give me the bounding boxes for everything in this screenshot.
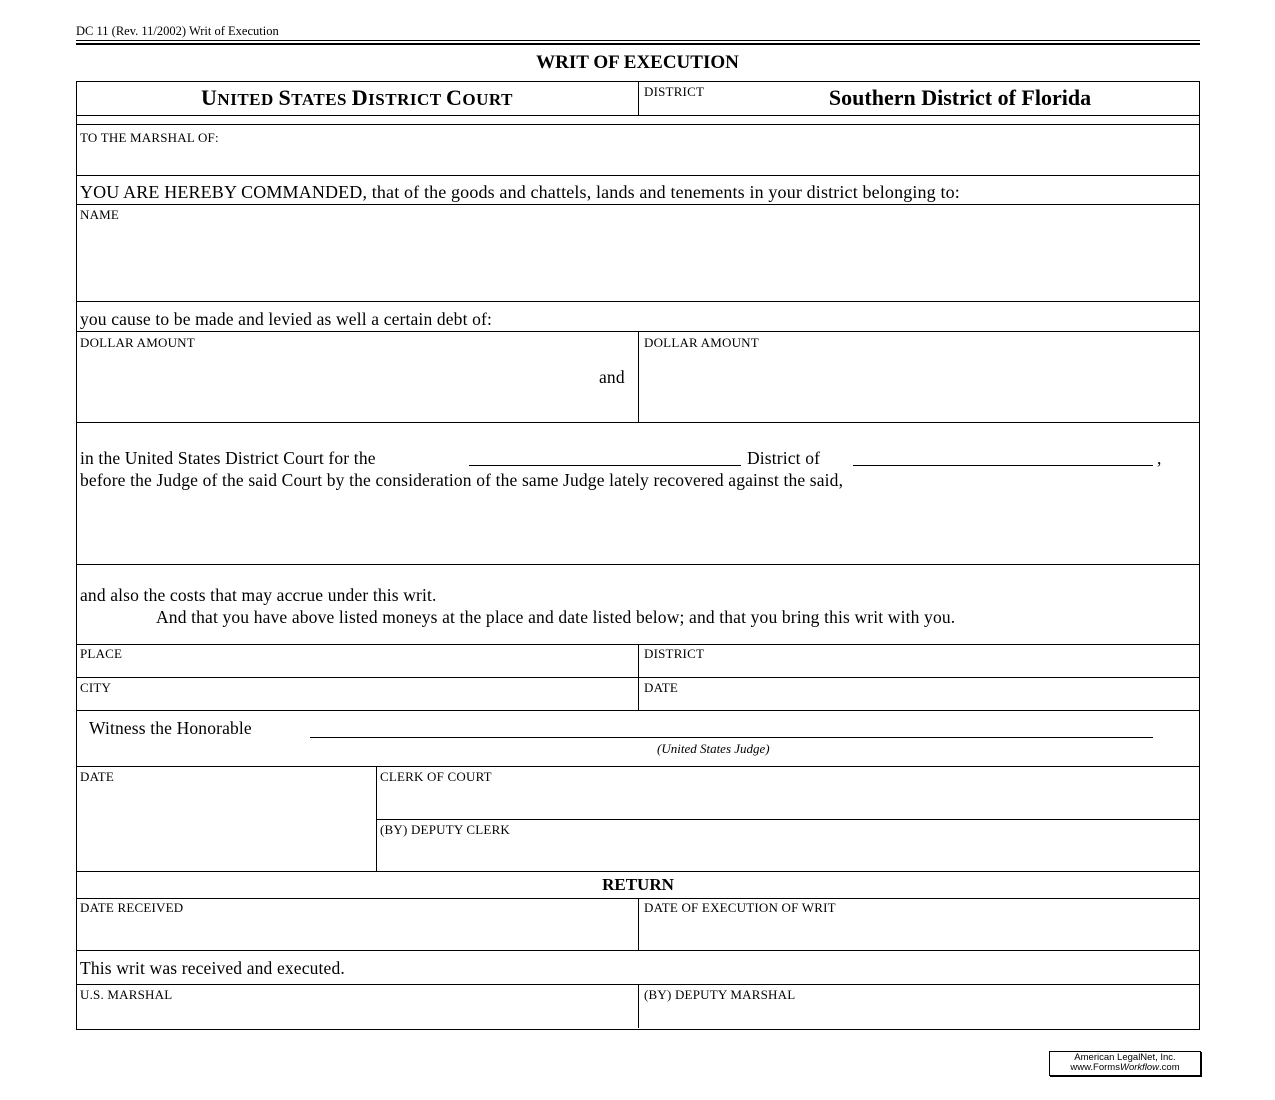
header-rule-thin [76, 40, 1200, 41]
date-field[interactable] [640, 693, 1198, 709]
dollar-amount-field-2[interactable] [640, 352, 1198, 420]
date-execution-label: DATE OF EXECUTION OF WRIT [644, 900, 836, 915]
rule-h-710 [76, 710, 1200, 711]
footer-line-2 [1050, 1063, 1200, 1073]
city-label: CITY [80, 680, 112, 695]
dollar-amount-label-2: DOLLAR AMOUNT [644, 335, 759, 350]
date-received-label: DATE RECEIVED [80, 900, 184, 915]
rule-h-819 [376, 819, 1200, 820]
deputy-clerk-label: (BY) DEPUTY CLERK [380, 822, 511, 837]
clerk-label: CLERK OF COURT [380, 769, 492, 784]
footer-stamp [1049, 1051, 1201, 1076]
rule-v-place [638, 644, 639, 710]
marshal-sig-field[interactable] [77, 1004, 637, 1027]
court-line-1c: , [1157, 448, 1162, 468]
court-ourt: OURT [462, 90, 513, 109]
name-label: NAME [80, 207, 120, 222]
form-id: DC 11 (Rev. 11/2002) Writ of Execution [76, 24, 279, 38]
rule-h-204 [76, 204, 1200, 205]
rule-v-amount [638, 331, 639, 422]
commanded-bold: YOU ARE HEREBY COMMANDED [80, 182, 363, 202]
name-field[interactable] [77, 224, 1198, 300]
district-label: DISTRICT [644, 84, 705, 99]
header-rule-thick [76, 43, 1200, 45]
footer-line-2c: .com [1159, 1062, 1180, 1073]
city-field[interactable] [77, 693, 637, 709]
court-u: U [201, 85, 218, 110]
marshal-label: TO THE MARSHAL OF: [80, 130, 219, 145]
rule-v-court [638, 81, 639, 115]
rule-h-115 [76, 115, 1200, 116]
received-text: This writ was received and executed. [80, 958, 345, 978]
date-received-field[interactable] [77, 917, 637, 949]
dollar-amount-field-1[interactable] [77, 352, 592, 420]
place-field[interactable] [77, 660, 637, 676]
witness-text: Witness the Honorable [89, 718, 252, 738]
footer-line-1: American LegalNet, Inc. [1074, 1052, 1176, 1063]
and-text: and [599, 367, 625, 387]
costs-text: and also the costs that may accrue under this writ. [80, 585, 437, 605]
rule-h-564 [76, 564, 1200, 565]
place-label: PLACE [80, 646, 123, 661]
rule-v-marshal [638, 984, 639, 1028]
form-title: WRIT OF EXECUTION [536, 52, 739, 73]
judge-caption: (United States Judge) [657, 741, 770, 756]
debt-text: you cause to be made and levied as well a certain debt of: [80, 309, 493, 329]
issue-date-field[interactable] [77, 786, 375, 870]
rule-h-766 [76, 766, 1200, 767]
marshal-field[interactable] [77, 147, 1198, 174]
footer-line-2b: Workflow [1119, 1062, 1160, 1073]
court-line-1b: District of [747, 448, 821, 468]
court-istrict: ISTRICT [368, 90, 447, 109]
rule-h-301 [76, 301, 1200, 302]
rule-h-175 [76, 175, 1200, 176]
district-label-2: DISTRICT [644, 646, 705, 661]
court-blank-1[interactable] [469, 465, 741, 466]
court-c: C [446, 85, 463, 110]
rule-h-950 [76, 950, 1200, 951]
deputy-marshal-field[interactable] [640, 1004, 1198, 1027]
court-name [76, 85, 638, 111]
judge-signature-line[interactable] [310, 737, 1153, 738]
deputy-clerk-field[interactable] [378, 839, 1198, 870]
deputy-marshal-label: (BY) DEPUTY MARSHAL [644, 987, 796, 1002]
rule-h-124 [76, 124, 1200, 125]
court-s: S [278, 85, 292, 110]
court-nited: NITED [217, 90, 279, 109]
date-label-1: DATE [644, 680, 679, 695]
moneys-text: And that you have above listed moneys at the place and date listed below; and that you bring this writ with you. [156, 607, 956, 627]
district-field[interactable] [640, 660, 1198, 676]
date-execution-field[interactable] [640, 917, 1198, 949]
rule-v-clerk [376, 766, 377, 871]
rule-h-422 [76, 422, 1200, 423]
commanded-text [80, 182, 960, 203]
dollar-amount-label-1: DOLLAR AMOUNT [80, 335, 195, 350]
court-tates: TATES [291, 90, 352, 109]
district-value: Southern District of Florida [828, 85, 1092, 110]
court-line-2: before the Judge of the said Court by the consideration of the same Judge lately recovered against the said, [80, 470, 844, 490]
return-title: RETURN [602, 875, 674, 894]
rule-v-return [638, 898, 639, 950]
footer-line-2a: www.Forms [1070, 1062, 1120, 1073]
marshal-sig-label: U.S. MARSHAL [80, 987, 173, 1002]
clerk-field[interactable] [378, 786, 1198, 818]
rule-h-871 [76, 871, 1200, 872]
court-line-1a: in the United States District Court for the [80, 448, 376, 468]
court-d: D [351, 85, 369, 110]
court-blank-2[interactable] [853, 465, 1153, 466]
date-label-2: DATE [80, 769, 115, 784]
commanded-rest: , that of the goods and chattels, lands and tenements in your district belonging to: [362, 182, 960, 202]
